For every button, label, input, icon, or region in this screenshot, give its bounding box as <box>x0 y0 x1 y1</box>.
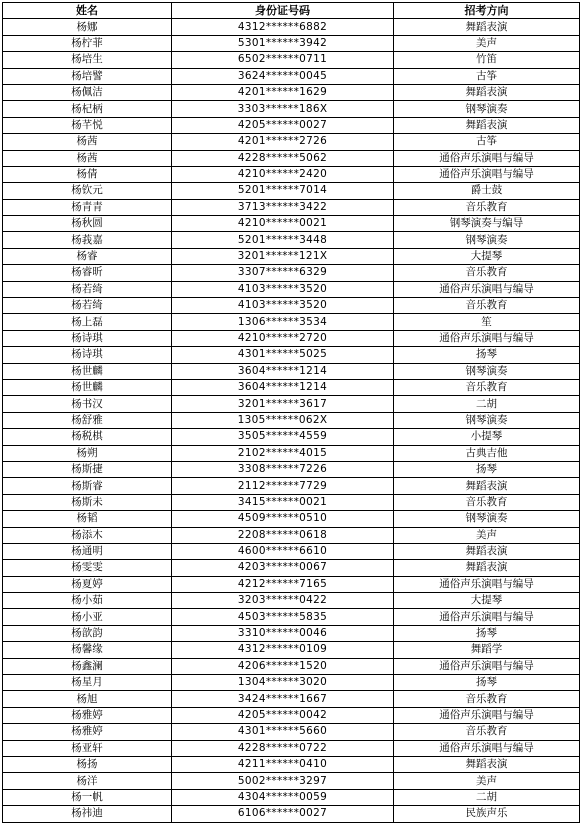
id-number-cell: 3424******1667 <box>172 691 394 707</box>
major-cell: 音乐教育 <box>394 691 580 707</box>
major-cell: 舞蹈表演 <box>394 543 580 559</box>
table-row <box>3 412 580 428</box>
table-row <box>3 232 580 248</box>
major-cell: 舞蹈表演 <box>394 756 580 772</box>
major-cell: 音乐教育 <box>394 724 580 740</box>
id-number-cell: 2102******4015 <box>172 445 394 461</box>
id-number-cell: 3310******0046 <box>172 625 394 641</box>
id-number-cell: 4203******0067 <box>172 560 394 576</box>
table-row <box>3 560 580 576</box>
name-cell: 杨睿 <box>3 248 172 264</box>
id-number-cell: 4301******5660 <box>172 724 394 740</box>
major-cell: 爵士鼓 <box>394 183 580 199</box>
table-row <box>3 691 580 707</box>
name-cell: 杨诗琪 <box>3 347 172 363</box>
name-cell: 杨通明 <box>3 543 172 559</box>
name-cell: 杨娜 <box>3 19 172 35</box>
id-number-cell: 3713******3422 <box>172 199 394 215</box>
major-cell: 音乐教育 <box>394 298 580 314</box>
table-row <box>3 478 580 494</box>
name-cell: 杨朔 <box>3 445 172 461</box>
name-cell: 杨斯睿 <box>3 478 172 494</box>
major-cell: 大提琴 <box>394 593 580 609</box>
name-cell: 杨茜 <box>3 150 172 166</box>
major-cell: 古筝 <box>394 134 580 150</box>
id-number-cell: 3624******0045 <box>172 68 394 84</box>
major-cell: 通俗声乐演唱与编导 <box>394 166 580 182</box>
id-number-cell: 4301******5025 <box>172 347 394 363</box>
table-row <box>3 527 580 543</box>
name-cell: 杨小亚 <box>3 609 172 625</box>
name-cell: 杨世麟 <box>3 379 172 395</box>
id-number-cell: 5201******3448 <box>172 232 394 248</box>
major-cell: 音乐教育 <box>394 199 580 215</box>
table-row <box>3 806 580 822</box>
table-row <box>3 347 580 363</box>
id-number-cell: 4205******0042 <box>172 707 394 723</box>
id-number-cell: 4509******0510 <box>172 511 394 527</box>
major-cell: 笙 <box>394 314 580 330</box>
major-cell: 舞蹈表演 <box>394 84 580 100</box>
table-row <box>3 740 580 756</box>
table-row <box>3 675 580 691</box>
major-cell: 竹笛 <box>394 52 580 68</box>
table-row <box>3 281 580 297</box>
id-number-cell: 4210******0021 <box>172 216 394 232</box>
major-cell: 二胡 <box>394 396 580 412</box>
candidate-table <box>2 2 580 823</box>
major-cell: 舞蹈表演 <box>394 19 580 35</box>
name-cell: 杨钦元 <box>3 183 172 199</box>
table-row <box>3 216 580 232</box>
id-number-cell: 4211******0410 <box>172 756 394 772</box>
header-id-number: 身份证号码 <box>172 3 394 19</box>
id-number-cell: 4212******7165 <box>172 576 394 592</box>
table-row <box>3 642 580 658</box>
name-cell: 杨莪嘉 <box>3 232 172 248</box>
table-row <box>3 773 580 789</box>
name-cell: 杨培生 <box>3 52 172 68</box>
table-row <box>3 609 580 625</box>
major-cell: 通俗声乐演唱与编导 <box>394 609 580 625</box>
table-row <box>3 363 580 379</box>
id-number-cell: 5002******3297 <box>172 773 394 789</box>
major-cell: 美声 <box>394 35 580 51</box>
table-row <box>3 494 580 510</box>
id-number-cell: 1304******3020 <box>172 675 394 691</box>
table-row <box>3 101 580 117</box>
name-cell: 杨旭 <box>3 691 172 707</box>
major-cell: 钢琴演奏 <box>394 232 580 248</box>
name-cell: 杨若绮 <box>3 298 172 314</box>
major-cell: 舞蹈表演 <box>394 560 580 576</box>
id-number-cell: 3201******3617 <box>172 396 394 412</box>
name-cell: 杨芊悦 <box>3 117 172 133</box>
table-row <box>3 68 580 84</box>
name-cell: 杨小茹 <box>3 593 172 609</box>
name-cell: 杨斯未 <box>3 494 172 510</box>
name-cell: 杨倩 <box>3 166 172 182</box>
major-cell: 通俗声乐演唱与编导 <box>394 707 580 723</box>
id-number-cell: 3303******186X <box>172 101 394 117</box>
major-cell: 民族声乐 <box>394 806 580 822</box>
major-cell: 美声 <box>394 527 580 543</box>
table-row <box>3 298 580 314</box>
major-cell: 音乐教育 <box>394 379 580 395</box>
major-cell: 通俗声乐演唱与编导 <box>394 150 580 166</box>
table-row <box>3 445 580 461</box>
id-number-cell: 3604******1214 <box>172 379 394 395</box>
major-cell: 通俗声乐演唱与编导 <box>394 658 580 674</box>
id-number-cell: 4312******0109 <box>172 642 394 658</box>
header-name: 姓名 <box>3 3 172 19</box>
name-cell: 杨税棋 <box>3 429 172 445</box>
name-cell: 杨青青 <box>3 199 172 215</box>
id-number-cell: 6106******0027 <box>172 806 394 822</box>
name-cell: 杨睿昕 <box>3 265 172 281</box>
name-cell: 杨添木 <box>3 527 172 543</box>
major-cell: 音乐教育 <box>394 494 580 510</box>
major-cell: 古筝 <box>394 68 580 84</box>
table-row <box>3 379 580 395</box>
major-cell: 通俗声乐演唱与编导 <box>394 330 580 346</box>
name-cell: 杨世麟 <box>3 363 172 379</box>
name-cell: 杨祎迪 <box>3 806 172 822</box>
table-row <box>3 707 580 723</box>
major-cell: 小提琴 <box>394 429 580 445</box>
id-number-cell: 4103******3520 <box>172 281 394 297</box>
name-cell: 杨秋圆 <box>3 216 172 232</box>
table-row <box>3 789 580 805</box>
name-cell: 杨洋 <box>3 773 172 789</box>
major-cell: 钢琴演奏 <box>394 511 580 527</box>
table-row <box>3 166 580 182</box>
table-row <box>3 52 580 68</box>
table-row <box>3 117 580 133</box>
name-cell: 杨亚轩 <box>3 740 172 756</box>
id-number-cell: 3415******0021 <box>172 494 394 510</box>
name-cell: 杨一帆 <box>3 789 172 805</box>
table-row <box>3 183 580 199</box>
major-cell: 扬琴 <box>394 625 580 641</box>
header-major: 招考方向 <box>394 3 580 19</box>
major-cell: 通俗声乐演唱与编导 <box>394 576 580 592</box>
id-number-cell: 3203******0422 <box>172 593 394 609</box>
major-cell: 通俗声乐演唱与编导 <box>394 740 580 756</box>
major-cell: 二胡 <box>394 789 580 805</box>
id-number-cell: 3505******4559 <box>172 429 394 445</box>
table-row <box>3 756 580 772</box>
name-cell: 杨诗琪 <box>3 330 172 346</box>
id-number-cell: 4304******0059 <box>172 789 394 805</box>
table-row <box>3 543 580 559</box>
id-number-cell: 3201******121X <box>172 248 394 264</box>
id-number-cell: 4600******6610 <box>172 543 394 559</box>
table-row <box>3 35 580 51</box>
major-cell: 钢琴演奏 <box>394 412 580 428</box>
major-cell: 钢琴演奏 <box>394 101 580 117</box>
table-row <box>3 461 580 477</box>
table-row <box>3 658 580 674</box>
major-cell: 舞蹈表演 <box>394 478 580 494</box>
table-row <box>3 593 580 609</box>
id-number-cell: 4312******6882 <box>172 19 394 35</box>
major-cell: 舞蹈表演 <box>394 117 580 133</box>
name-cell: 杨斯捷 <box>3 461 172 477</box>
name-cell: 杨培譬 <box>3 68 172 84</box>
table-row <box>3 150 580 166</box>
table-row <box>3 248 580 264</box>
major-cell: 音乐教育 <box>394 265 580 281</box>
table-row <box>3 576 580 592</box>
major-cell: 舞蹈学 <box>394 642 580 658</box>
id-number-cell: 4228******0722 <box>172 740 394 756</box>
name-cell: 杨韬 <box>3 511 172 527</box>
name-cell: 杨舒雅 <box>3 412 172 428</box>
id-number-cell: 4210******2720 <box>172 330 394 346</box>
major-cell: 钢琴演奏与编导 <box>394 216 580 232</box>
table-row <box>3 265 580 281</box>
name-cell: 杨书汉 <box>3 396 172 412</box>
id-number-cell: 3604******1214 <box>172 363 394 379</box>
name-cell: 杨雯雯 <box>3 560 172 576</box>
name-cell: 杨星月 <box>3 675 172 691</box>
id-number-cell: 2112******7729 <box>172 478 394 494</box>
id-number-cell: 2208******0618 <box>172 527 394 543</box>
name-cell: 杨鑫澜 <box>3 658 172 674</box>
table-row <box>3 314 580 330</box>
table-row <box>3 330 580 346</box>
name-cell: 杨歆韵 <box>3 625 172 641</box>
major-cell: 大提琴 <box>394 248 580 264</box>
name-cell: 杨佩洁 <box>3 84 172 100</box>
name-cell: 杨柠菲 <box>3 35 172 51</box>
table-row <box>3 84 580 100</box>
major-cell: 扬琴 <box>394 461 580 477</box>
major-cell: 扬琴 <box>394 675 580 691</box>
name-cell: 杨上磊 <box>3 314 172 330</box>
major-cell: 钢琴演奏 <box>394 363 580 379</box>
name-cell: 杨茜 <box>3 134 172 150</box>
name-cell: 杨杞柄 <box>3 101 172 117</box>
id-number-cell: 4228******5062 <box>172 150 394 166</box>
name-cell: 杨若绮 <box>3 281 172 297</box>
name-cell: 杨扬 <box>3 756 172 772</box>
name-cell: 杨雅婷 <box>3 707 172 723</box>
name-cell: 杨夏婷 <box>3 576 172 592</box>
table-row <box>3 199 580 215</box>
id-number-cell: 4103******3520 <box>172 298 394 314</box>
table-row <box>3 511 580 527</box>
id-number-cell: 6502******0711 <box>172 52 394 68</box>
id-number-cell: 5301******3942 <box>172 35 394 51</box>
major-cell: 美声 <box>394 773 580 789</box>
id-number-cell: 4206******1520 <box>172 658 394 674</box>
table-row <box>3 625 580 641</box>
id-number-cell: 1306******3534 <box>172 314 394 330</box>
table-row <box>3 19 580 35</box>
id-number-cell: 1305******062X <box>172 412 394 428</box>
id-number-cell: 4210******2420 <box>172 166 394 182</box>
table-row <box>3 724 580 740</box>
table-row <box>3 429 580 445</box>
id-number-cell: 4205******0027 <box>172 117 394 133</box>
major-cell: 古典吉他 <box>394 445 580 461</box>
table-row <box>3 134 580 150</box>
id-number-cell: 4201******2726 <box>172 134 394 150</box>
name-cell: 杨馨缘 <box>3 642 172 658</box>
id-number-cell: 5201******7014 <box>172 183 394 199</box>
major-cell: 通俗声乐演唱与编导 <box>394 281 580 297</box>
id-number-cell: 4201******1629 <box>172 84 394 100</box>
table-row <box>3 396 580 412</box>
id-number-cell: 4503******5835 <box>172 609 394 625</box>
id-number-cell: 3308******7226 <box>172 461 394 477</box>
name-cell: 杨雅婷 <box>3 724 172 740</box>
major-cell: 扬琴 <box>394 347 580 363</box>
table-header-row <box>3 3 580 19</box>
id-number-cell: 3307******6329 <box>172 265 394 281</box>
